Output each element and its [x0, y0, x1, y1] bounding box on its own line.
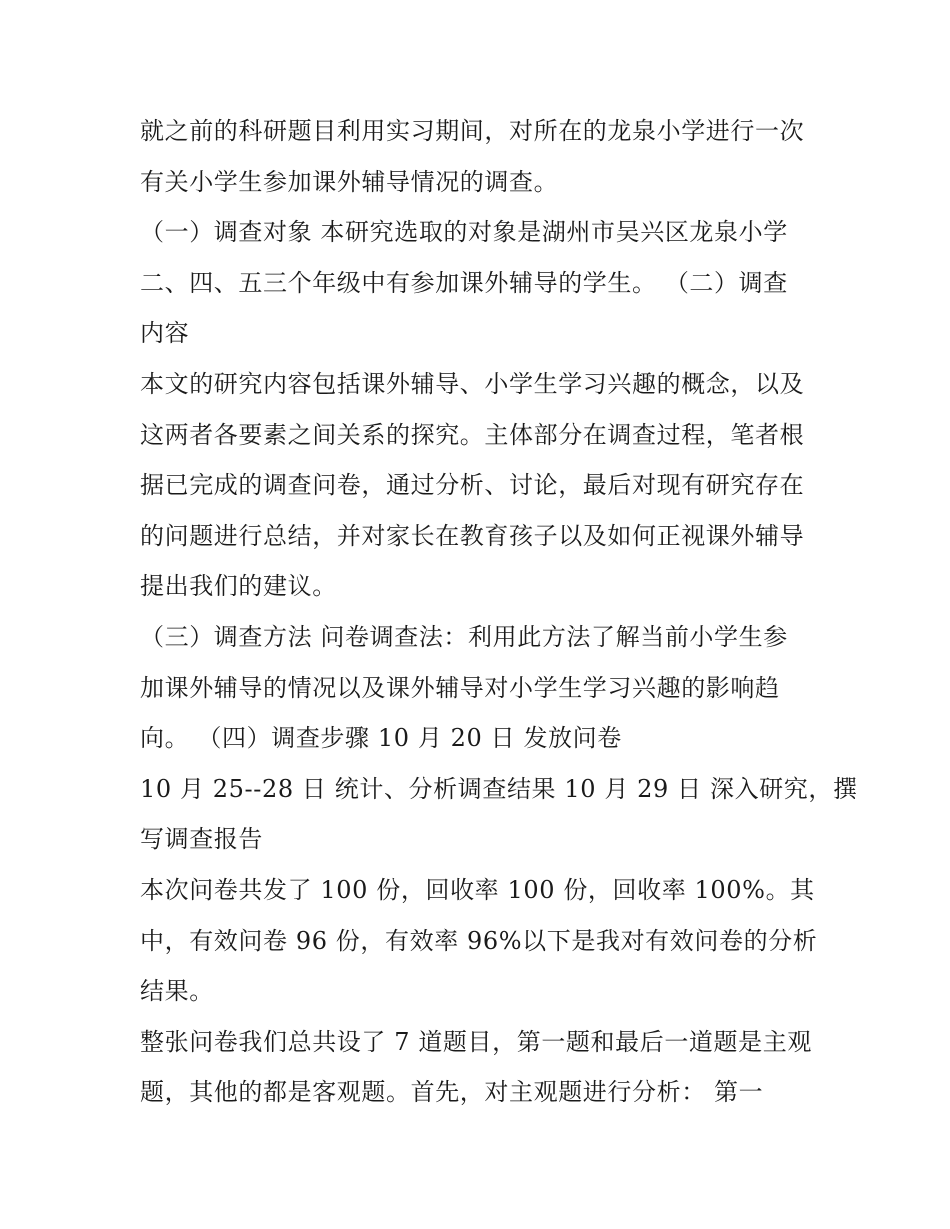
- text-line: 提出我们的建议。: [140, 572, 337, 601]
- text-line: 的问题进行总结，并对家长在教育孩子以及如何正视课外辅导: [140, 521, 805, 550]
- text-line: 本次问卷共发了 100 份，回收率 100 份，回收率 100%。其: [140, 875, 815, 904]
- text-line: 就之前的科研题目利用实习期间，对所在的龙泉小学进行一次: [140, 117, 805, 145]
- text-line: 题，其他的都是客观题。首先，对主观题进行分析： 第一: [140, 1078, 764, 1107]
- text-line: 内容: [140, 319, 190, 348]
- text-line: 10 月 25--28 日 统计、分析调查结果 10 月 29 日 深入研究，撰: [140, 774, 858, 803]
- text-line: 二、四、五三个年级中有参加课外辅导的学生。 （二）调查: [140, 268, 788, 297]
- text-line: （三）调查方法 问卷调查法：利用此方法了解当前小学生参: [140, 622, 788, 651]
- text-line: 本文的研究内容包括课外辅导、小学生学习兴趣的概念，以及: [140, 369, 805, 398]
- text-line: 整张问卷我们总共设了 7 道题目，第一题和最后一道题是主观: [140, 1027, 812, 1056]
- text-line: 加课外辅导的情况以及课外辅导对小学生学习兴趣的影响趋: [140, 673, 780, 702]
- text-line: 写调查报告: [140, 825, 263, 854]
- body-text: [140, 106, 858, 1118]
- text-line: 有关小学生参加课外辅导情况的调查。: [140, 167, 559, 196]
- text-line: 这两者各要素之间关系的探究。主体部分在调查过程，笔者根: [140, 420, 805, 449]
- text-line: 中，有效问卷 96 份，有效率 96%以下是我对有效问卷的分析: [140, 926, 818, 955]
- text-line: 据已完成的调查问卷，通过分析、讨论，最后对现有研究存在: [140, 471, 805, 500]
- text-line: 向。 （四）调查步骤 10 月 20 日 发放问卷: [140, 724, 622, 753]
- text-line: 结果。: [140, 977, 214, 1006]
- text-line: （一）调查对象 本研究选取的对象是湖州市吴兴区龙泉小学: [140, 218, 788, 247]
